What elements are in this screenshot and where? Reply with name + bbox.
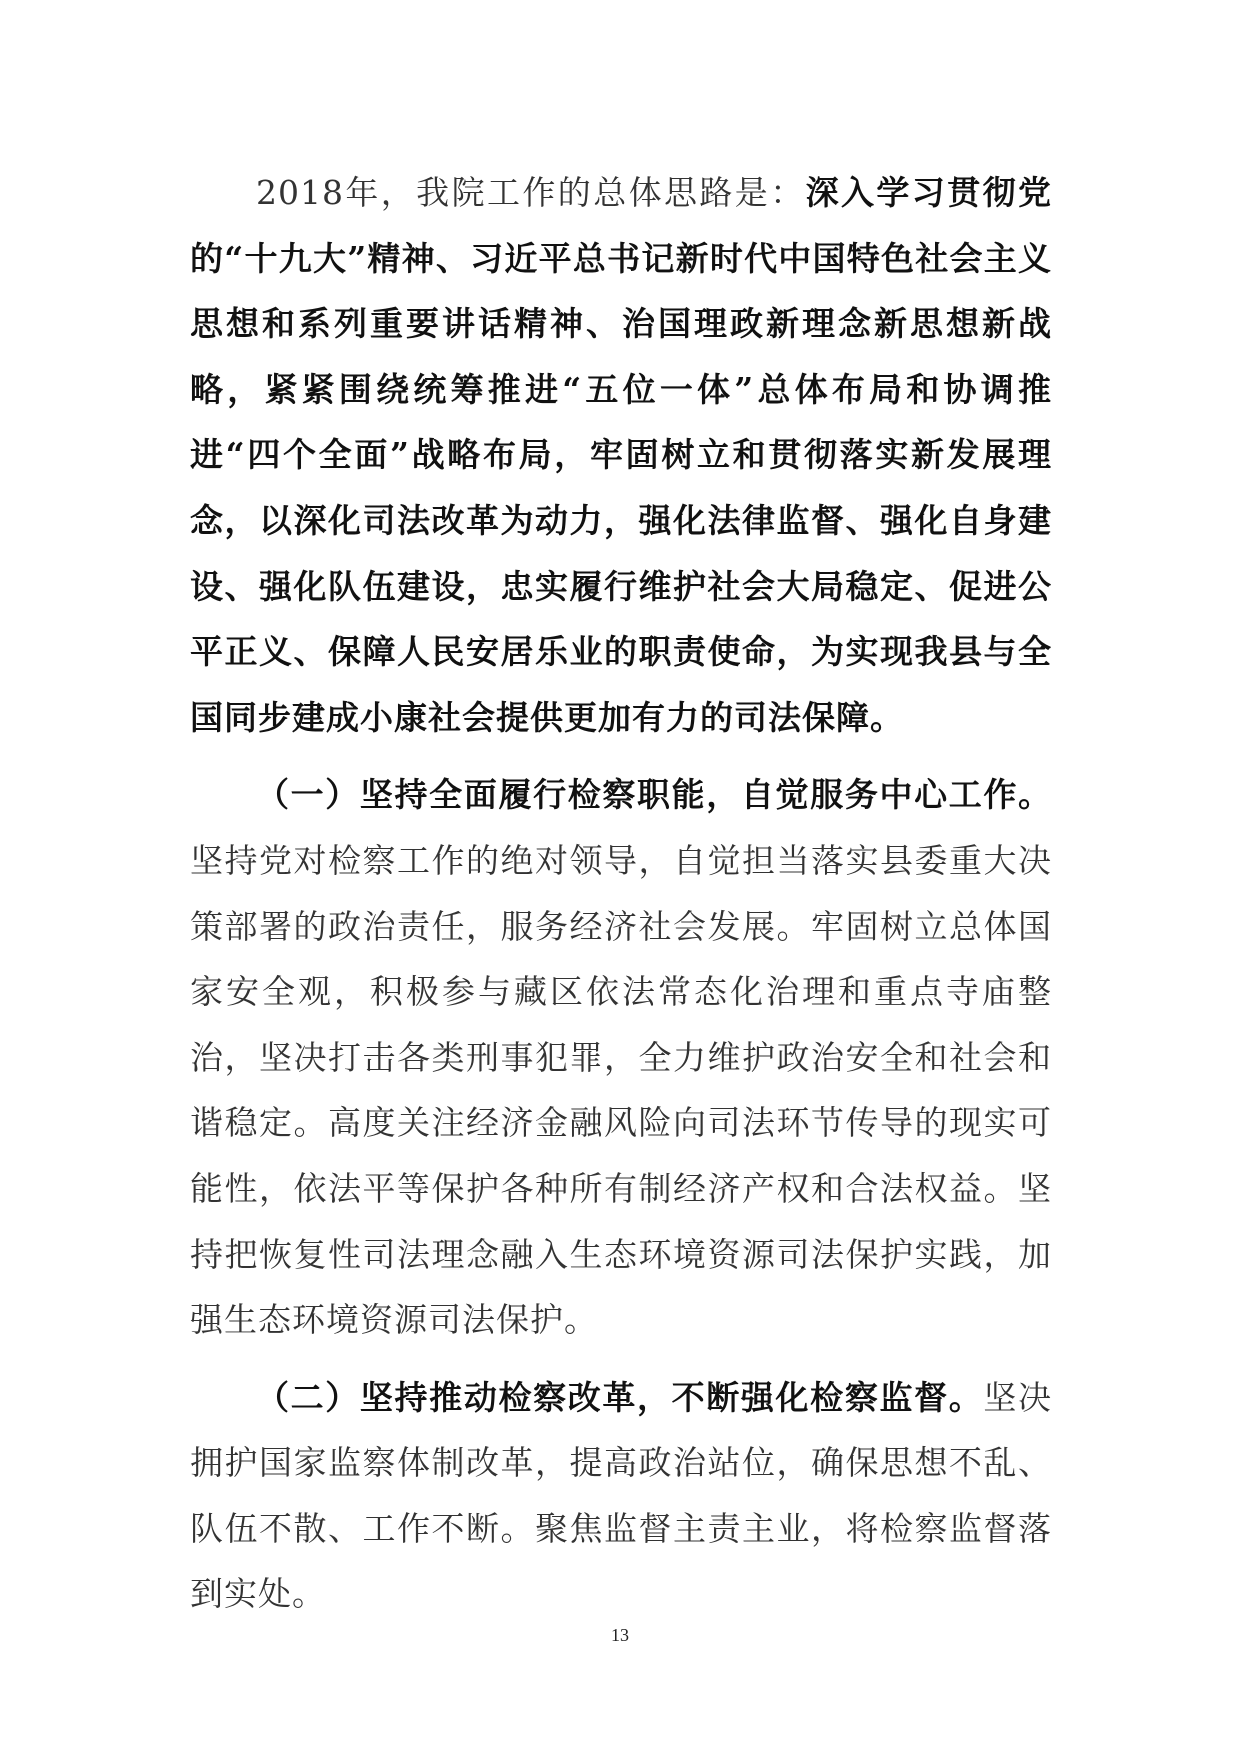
paragraph-lead-text: 2018年，我院工作的总体思路是： <box>256 173 806 212</box>
page-number: 13 <box>611 1625 629 1645</box>
paragraph-bold-text: 深入学习贯彻党的“十九大”精神、习近平总书记新时代中国特色社会主义思想和系列重要讲话精神、治国理政新理念新思想新战略，紧紧围绕统筹推进“五位一体”总体布局和协调推进“四个全面”战略布局，牢固树立和贯彻落实新发展理念，以深化司法改革为动力，强化法律监督、强化自身建设、强化队伍建设，忠实履行维护社会大局稳定、促进公平正义、保障人民安居乐业的职责使命，为实现我县与全国同步建成小康社会提供更加有力的司法保障。 <box>190 173 1052 737</box>
section-body-one: 坚持党对检察工作的绝对领导，自觉担当落实县委重大决策部署的政治责任，服务经济社会发展。牢固树立总体国家安全观，积极参与藏区依法常态化治理和重点寺庙整治，坚决打击各类刑事犯罪，全力维护政治安全和社会和谐稳定。高度关注经济金融风险向司法环节传导的现实可能性，依法平等保护各种所有制经济产权和合法权益。坚持把恢复性司法理念融入生态环境资源司法保护实践，加强生态环境资源司法保护。 <box>190 840 1052 1340</box>
section-heading-two: （二）坚持推动检察改革，不断强化检察监督。 <box>256 1377 984 1417</box>
paragraph-overall-approach <box>190 160 1052 750</box>
paragraph-section-two <box>190 1365 1052 1627</box>
section-body-two: 坚决拥护国家监察体制改革，提高政治站位，确保思想不乱、队伍不散、工作不断。聚焦监督主责主业，将检察监督落到实处。 <box>190 1377 1053 1614</box>
document-page <box>190 160 1052 1627</box>
section-heading-one: （一）坚持全面履行检察职能，自觉服务中心工作。 <box>256 775 1052 815</box>
paragraph-section-one <box>190 762 1052 1352</box>
